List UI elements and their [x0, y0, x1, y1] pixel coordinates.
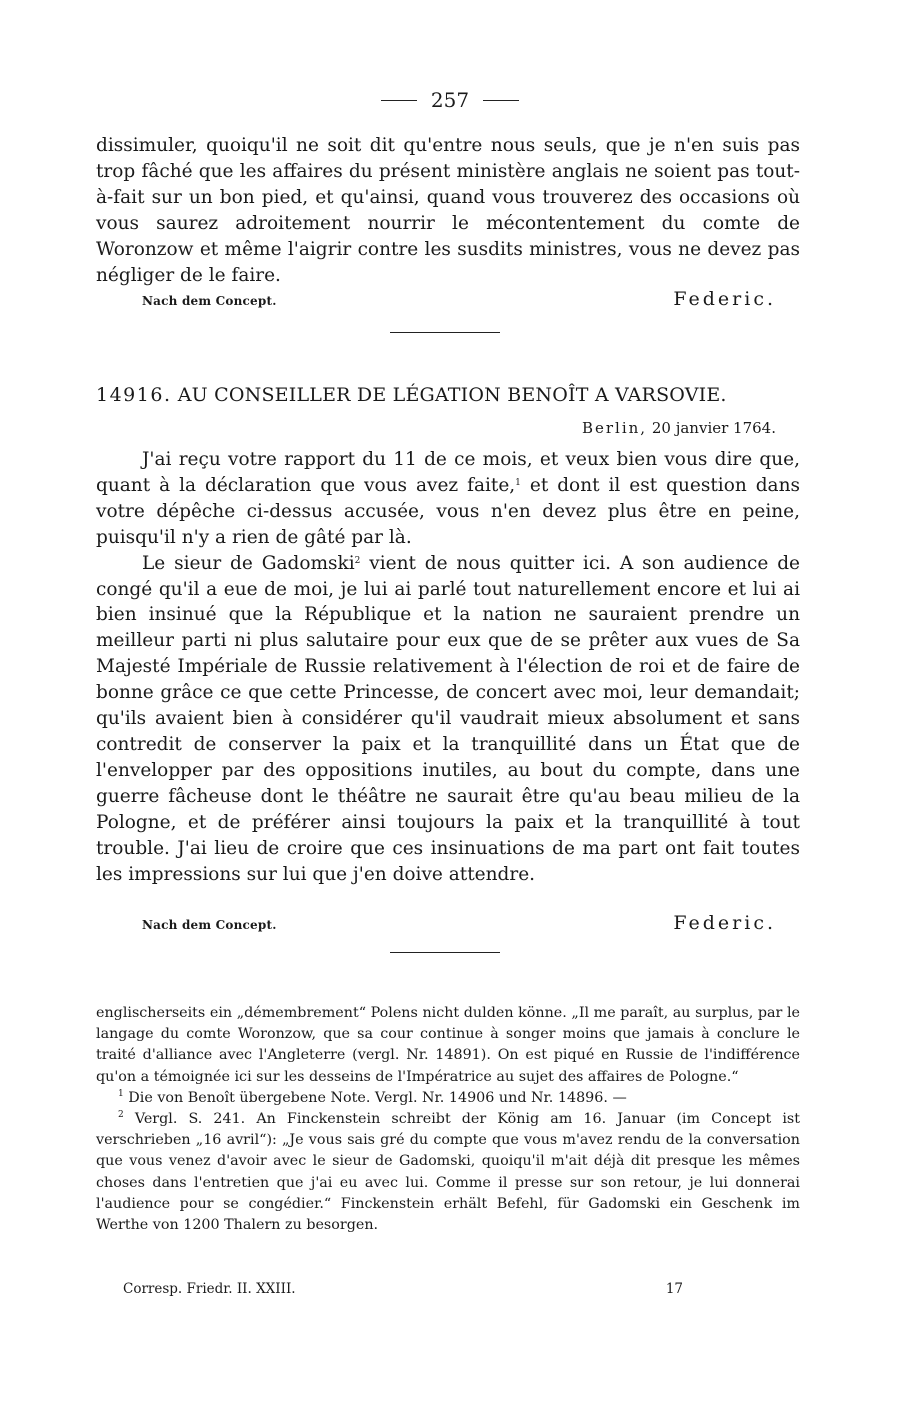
section-divider	[390, 332, 500, 333]
footnote-2-mark: 2	[118, 1110, 124, 1121]
footnote-1-text: Die von Benoît übergebene Note. Vergl. Nr. 14906 und Nr. 14896. —	[123, 1089, 627, 1106]
previous-letter-text	[96, 133, 800, 288]
footnotes	[96, 1003, 800, 1236]
header-dash-left	[381, 100, 417, 101]
footnote-2	[96, 1109, 800, 1236]
source-note: Nach dem Concept.	[142, 918, 277, 932]
paragraph-2-text-b: vient de nous quitter ici. A son audience de congé qu'il a eue de moi, je lui ai parlé tout naturellement encore et lui ai bien insinué que la République et la nation ne sauraient prendre un meilleur parti ni plus salutaire pour eux que de se prêter aux vues de Sa Majesté Impériale de Russie relativement à l'élection de roi et de faire de bonne grâce ce que cette Princesse, de concert avec moi, leur demandait; qu'ils avaient bien à considérer qu'il vaudrait mieux absolument et sans contredit de conserver la paix et la tranquillité dans un État que de l'envelopper par des oppositions inutiles, au bout du compte, dans une guerre fâcheuse dont le théâtre ne saurait être qu'au beau milieu de la Pologne, et de préférer ainsi toujours la paix et la tranquillité à tout trouble. J'ai lieu de croire que ces insinuations de ma part ont fait toutes les impressions sur lui que j'en doive attendre.	[96, 552, 800, 885]
page-footer	[123, 1281, 683, 1297]
header-dash-right	[483, 100, 519, 101]
letter-dateline	[96, 419, 776, 437]
footnote-1-mark: 1	[118, 1088, 124, 1099]
letter-paragraph-2	[96, 551, 800, 888]
footnote-2-text: Vergl. S. 241. An Finckenstein schreibt der König am 16. Januar (im Concept ist verschrieben „16 avril“): „Je vous sais gré du compte que vous m'avez rendu de la conversation que vous venez d'avoir avec le sieur de Gadomski, quoiqu'il m'ait déjà dit presque les mêmes choses dans l'entretien que j'ai eu avec lui. Comme il presse sur son retour, je lui donnerai l'audience pour se congédier.“ Finckenstein erhält Befehl, für Gadomski ein Geschenk im Werthe von 1200 Thalern zu besorgen.	[96, 1111, 800, 1234]
paragraph-2-text-a: Le sieur de Gadomski	[142, 552, 355, 574]
footnote-ref-2: 2	[354, 555, 361, 566]
footnote-continued: englischerseits ein „démembrement“ Polens nicht dulden könne. „Il me paraît, au surplus, par le langage du comte Woronzow, que sa cour continue à songer moins que jamais à conclure le traité d'alliance avec l'Angleterre (vergl. Nr. 14891). On est piqué en Russie de l'indifférence qu'on a témoignée ici sur les desseins de l'Impératrice au sujet des affaires de Pologne.“	[96, 1005, 800, 1085]
signature: Federic.	[673, 288, 776, 310]
notes-divider	[390, 952, 500, 953]
signature-mark: 17	[665, 1281, 683, 1297]
letter-title: AU CONSEILLER DE LÉGATION BENOÎT A VARSOVIE.	[177, 384, 727, 406]
series-title: Corresp. Friedr. II. XXIII.	[123, 1281, 296, 1297]
source-note: Nach dem Concept.	[142, 294, 277, 308]
letter-number: 14916.	[96, 384, 172, 406]
letter-place: Berlin,	[581, 419, 648, 437]
letter-heading	[96, 384, 800, 406]
previous-letter-closing	[142, 288, 776, 310]
previous-letter-paragraph: dissimuler, quoiqu'il ne soit dit qu'entre nous seuls, que je n'en suis pas trop fâché que les affaires du présent ministère anglais ne soient pas tout-à-fait sur un bon pied, et qu'ainsi, quand vous trouverez des occasions où vous saurez adroitement nourrir le mécontentement du comte de Woronzow et même l'aigrir contre les susdits ministres, vous ne devez pas négliger de le faire.	[96, 135, 800, 286]
page-number: 257	[430, 88, 470, 112]
signature: Federic.	[673, 912, 776, 934]
footnote-ref-1: 1	[515, 477, 521, 488]
letter-closing	[142, 912, 776, 934]
footnote-1	[96, 1088, 800, 1109]
paragraph-1-text-b: et dont il est question dans votre dépêche ci-dessus accusée, vous n'en devez plus être en peine, puisqu'il n'y a rien de gâté par là.	[96, 474, 800, 548]
letter-body	[96, 447, 800, 887]
page-header	[0, 88, 900, 112]
paragraph-1-text-a: J'ai reçu votre rapport du 11 de ce mois, et veux bien vous dire que, quant à la déclaration que vous avez faite,	[96, 449, 800, 496]
letter-date: 20 janvier 1764.	[651, 419, 776, 437]
letter-paragraph-1	[96, 447, 800, 551]
